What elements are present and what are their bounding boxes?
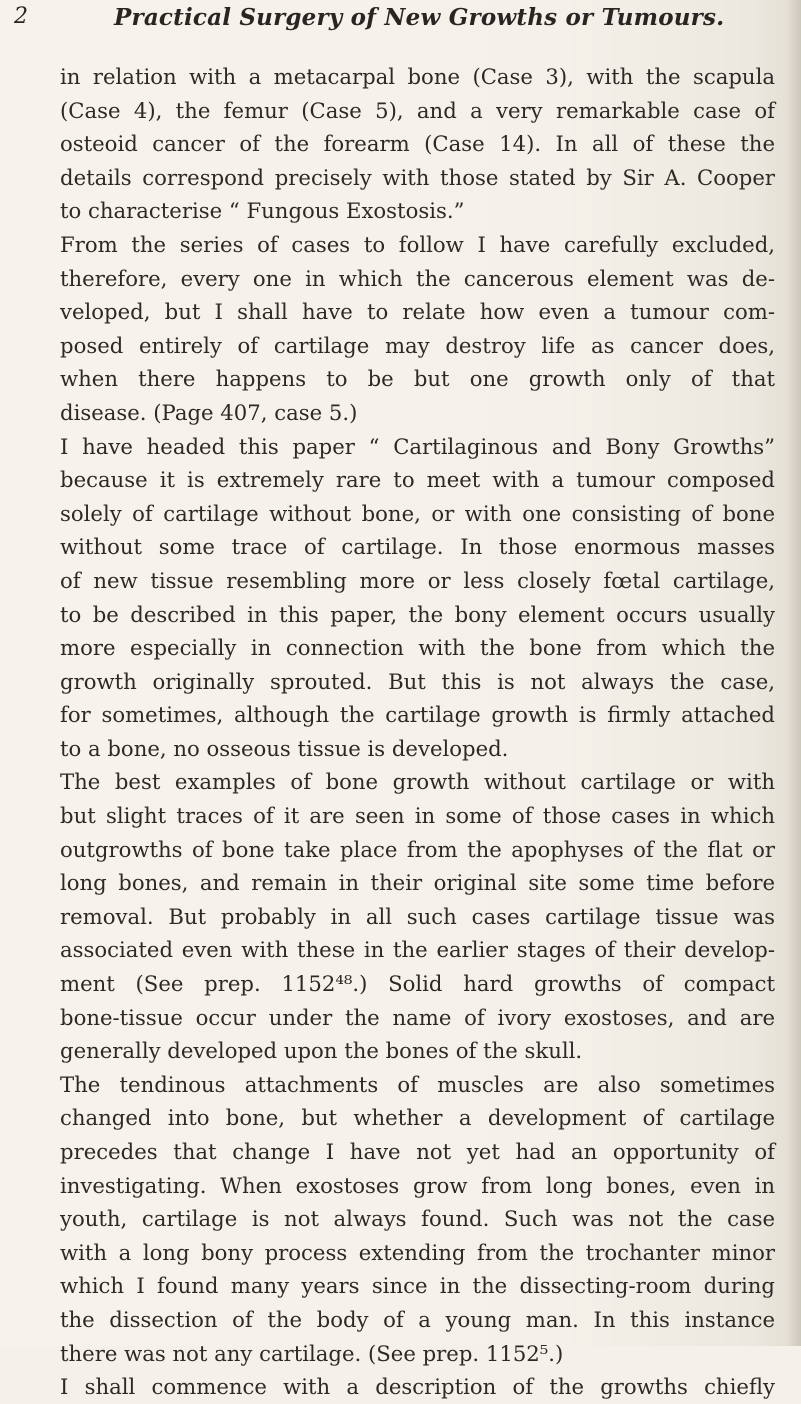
text-line: (Case 4), the femur (Case 5), and a very remarkable case of (60, 97, 775, 123)
text-line: to be described in this paper, the bony element occurs usually (60, 601, 775, 627)
text-line: bone-tissue occur under the name of ivory exostoses, and are (60, 1004, 775, 1030)
text-line: but slight traces of it are seen in some of those cases in which (60, 803, 775, 829)
text-line: of new tissue resembling more or less closely fœtal cartilage, (60, 567, 775, 593)
text-line: I have headed this paper “ Cartilaginous and Bony Growths” (60, 433, 775, 459)
running-title: Practical Surgery of New Growths or Tumours. (114, 4, 725, 31)
text-line: youth, cartilage is not always found. Such was not the case (60, 1206, 775, 1232)
text-line: to a bone, no osseous tissue is developed. (60, 735, 509, 761)
text-line: From the series of cases to follow I have carefully excluded, (60, 231, 775, 257)
page-number: 2 (14, 4, 28, 29)
page-edge-shadow (787, 0, 801, 1346)
text-line: investigating. When exostoses grow from long bones, even in (60, 1172, 775, 1198)
text-line: posed entirely of cartilage may destroy life as cancer does, (60, 332, 775, 358)
text-line: removal. But probably in all such cases cartilage tissue was (60, 903, 775, 929)
text-line: veloped, but I shall have to relate how even a tumour com- (60, 299, 775, 325)
text-line: The best examples of bone growth without cartilage or with (60, 769, 775, 795)
text-line: more especially in connection with the bone from which the (60, 635, 775, 661)
text-line: long bones, and remain in their original site some time before (60, 870, 775, 896)
text-line: because it is extremely rare to meet with a tumour composed (60, 467, 775, 493)
text-line: there was not any cartilage. (See prep. 1152⁵.) (60, 1340, 564, 1366)
text-line: associated even with these in the earlier stages of their develop- (60, 937, 775, 963)
text-line: solely of cartilage without bone, or with one consisting of bone (60, 500, 775, 526)
text-line: without some trace of cartilage. In those enormous masses (60, 534, 775, 560)
text-line: disease. (Page 407, case 5.) (60, 399, 358, 425)
running-header (14, 4, 774, 44)
text-line: with a long bony process extending from the trochanter minor (60, 1239, 775, 1265)
text-line: outgrowths of bone take place from the apophyses of the flat or (60, 836, 775, 862)
text-line: precedes that change I have not yet had an opportunity of (60, 1139, 775, 1164)
text-line: the dissection of the body of a young man. In this instance (60, 1306, 775, 1332)
text-line: which I found many years since in the dissecting-room during (60, 1273, 775, 1299)
body-text (60, 60, 775, 1404)
text-line: ment (See prep. 1152⁴⁸.) Solid hard growths of compact (60, 971, 775, 997)
text-line: osteoid cancer of the forearm (Case 14). In all of these the (60, 131, 775, 157)
text-line: I shall commence with a description of the growths chiefly (60, 1374, 775, 1400)
text-line: when there happens to be but one growth only of that (60, 366, 775, 392)
text-line: details correspond precisely with those stated by Sir A. Cooper (60, 164, 775, 190)
text-line: therefore, every one in which the cancerous element was de- (60, 265, 775, 291)
text-line: in relation with a metacarpal bone (Case 3), with the scapula (60, 64, 775, 89)
text-line: to characterise “ Fungous Exostosis.” (60, 198, 465, 224)
text-line: growth originally sprouted. But this is not always the case, (60, 668, 775, 694)
text-line: changed into bone, but whether a development of cartilage (60, 1105, 775, 1131)
text-line: The tendinous attachments of muscles are also sometimes (60, 1071, 775, 1097)
text-line: generally developed upon the bones of the skull. (60, 1038, 583, 1064)
text-line: for sometimes, although the cartilage growth is firmly attached (60, 702, 775, 728)
